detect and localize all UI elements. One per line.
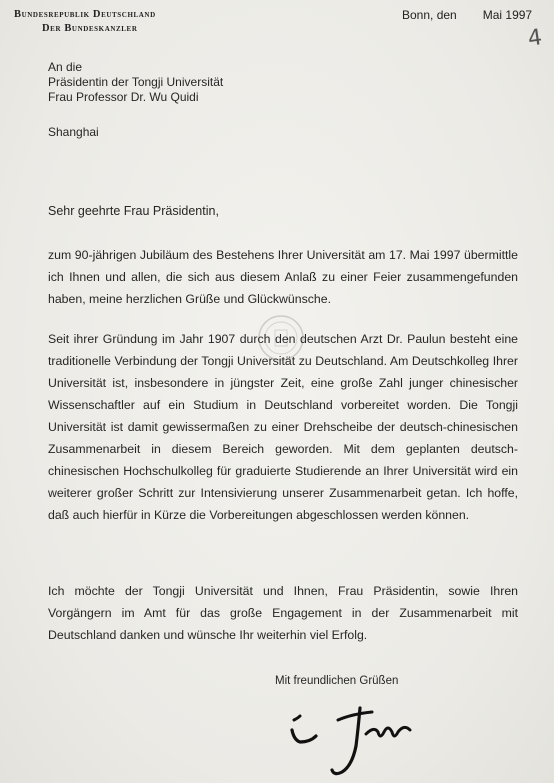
letterhead-line-1: Bundesrepublik Deutschland — [14, 9, 156, 20]
paragraph-1: zum 90-jährigen Jubiläum des Bestehens Ihrer Universität am 17. Mai 1997 übermittle ich Ihnen und allen, die sich aus diesem Anlaß zu einer Feier zusammengefunden haben, meine herzlichen Grüße und Glückwünsche. — [48, 248, 518, 306]
paragraph-3: Ich möchte der Tongji Universität und Ihnen, Frau Präsidentin, sowie Ihren Vorgängern im Amt für das große Engagement in der Zusammenarbeit mit Deutschland danken und wünsche Ihr weiterhin viel Erfolg. — [48, 584, 518, 642]
letterhead-line-2: Der Bundeskanzler — [42, 23, 138, 34]
date-line — [402, 8, 532, 22]
date-place: Bonn, den — [402, 8, 457, 22]
letterhead — [14, 8, 156, 36]
recipient-city: Shanghai — [48, 125, 99, 139]
paragraph-2: Seit ihrer Gründung im Jahr 1907 durch den deutschen Arzt Dr. Paulun besteht eine traditionelle Verbindung der Tongji Universität zu Deutschland. Am Deutschkolleg Ihrer Universität ist, insbesondere in jüngster Zeit, eine große Zahl junger chinesischer Wissenschaftler auf ein Studium in Deutschland vorbereitet worden. Die Tongji Universität ist damit gewissermaßen zu einer Drehscheibe der deutsch-chinesischen Zusammenarbeit in diesem Bereich geworden. Mit dem geplanten deutsch-chinesischen Hochschulkolleg für graduierte Studierende an Ihrer Universität wird ein weiterer großer Schritt zur Intensivierung unserer Zusammenarbeit getan. Ich hoffe, daß auch hierfür in Kürze die Vorbereitungen abgeschlossen werden können. — [48, 332, 518, 522]
recipient-line-2: Präsidentin der Tongji Universität — [48, 75, 224, 89]
recipient-address — [48, 60, 223, 105]
salutation: Sehr geehrte Frau Präsidentin, — [48, 204, 219, 218]
handwritten-signature — [280, 690, 430, 780]
closing: Mit freundlichen Grüßen — [275, 675, 399, 687]
date-month-year: Mai 1997 — [482, 8, 533, 22]
recipient-line-3: Frau Professor Dr. Wu Quidi — [48, 90, 199, 104]
handwritten-page-number: 4 — [526, 25, 544, 52]
recipient-line-1: An die — [48, 60, 83, 74]
